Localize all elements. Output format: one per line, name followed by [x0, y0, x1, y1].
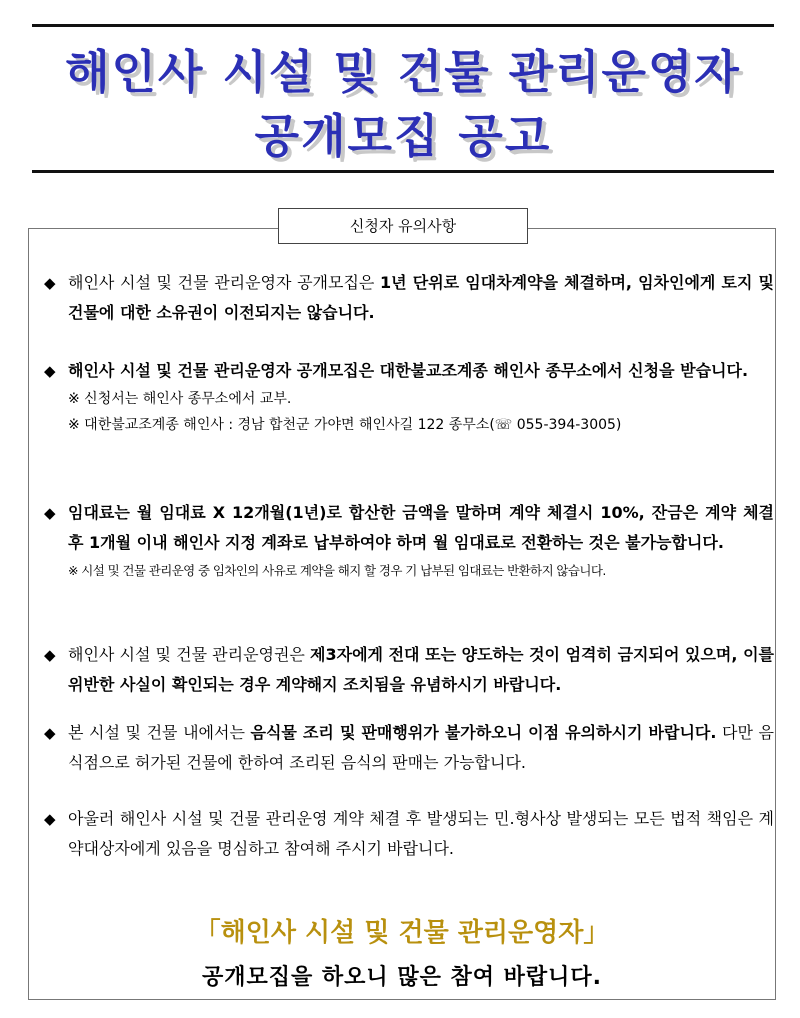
bold-text: 음식물 조리 및 판매행위가 불가하오니 이점 유의하시기 바랍니다. [250, 723, 717, 742]
notice-item-sublease [44, 640, 774, 700]
notice-item-text: 임대료는 월 임대료 X 12개월(1년)로 합산한 금액을 말하며 계약 체결시 10%, 잔금은 계약 체결 후 1개월 이내 해인사 지정 계좌로 납부하여야 하며 월 임대료로 전환하는 것은 불가능합니다. [68, 503, 774, 552]
notice-item-text [68, 268, 774, 328]
diamond-bullet-icon: ◆ [44, 274, 56, 292]
notice-item-application [44, 356, 774, 438]
bold-text: 1년 단위로 임대차계약을 체결하며, 임차인에게 토지 및 건물에 대한 소유권이 이전되지는 않습니다. [68, 273, 774, 322]
notice-item-text [68, 718, 774, 778]
diamond-bullet-icon: ◆ [44, 362, 56, 380]
notice-item-text: 해인사 시설 및 건물 관리운영자 공개모집은 대한불교조계종 해인사 종무소에서 신청을 받습니다. [68, 361, 749, 380]
closing-title: 「해인사 시설 및 건물 관리운영자」 [194, 918, 610, 948]
closing-message: 공개모집을 하오니 많은 참여 바랍니다. [201, 965, 603, 990]
diamond-bullet-icon: ◆ [44, 810, 56, 828]
notice-item-text [68, 640, 774, 700]
note-no-refund: ※ 시설 및 건물 관리운영 중 임차인의 사유로 계약을 해지 할 경우 기 납부된 임대료는 반환하지 않습니다. [68, 563, 606, 578]
bottom-rule [32, 170, 774, 173]
notice-item-lease-term [44, 268, 774, 328]
top-rule [32, 24, 774, 27]
normal-text: 해인사 시설 및 건물 관리운영권은 [68, 645, 311, 664]
page-title-line-1: 해인사 시설 및 건물 관리운영자 [65, 45, 741, 99]
diamond-bullet-icon: ◆ [44, 504, 56, 522]
note-office-address: ※ 대한불교조계종 해인사 : 경남 합천군 가야면 해인사길 122 종무소(☏ 055-394-3005) [68, 417, 622, 433]
notice-label: 신청자 유의사항 [278, 208, 528, 244]
notice-item-cooking [44, 718, 774, 778]
notice-item-rent-payment [44, 498, 774, 584]
normal-text: 해인사 시설 및 건물 관리운영자 공개모집은 [68, 273, 381, 292]
bold-text: 제3자에게 전대 또는 양도하는 것이 엄격히 금지되어 있으며, 이를 위반한 사실이 확인되는 경우 계약해지 조치됨을 유념하시기 바랍니다. [68, 645, 774, 694]
notice-item-liability [44, 804, 774, 864]
normal-text: 본 시설 및 건물 내에서는 [68, 723, 251, 742]
notice-box [28, 228, 776, 1000]
normal-text: 다만 음식점으로 허가된 건물에 한하여 조리된 음식의 판매는 가능합니다. [68, 723, 774, 772]
note-application-form: ※ 신청서는 해인사 종무소에서 교부. [68, 391, 292, 407]
notice-item-text: 아울러 해인사 시설 및 건물 관리운영 계약 체결 후 발생되는 민.형사상 발생되는 모든 법적 책임은 계약대상자에게 있음을 명심하고 참여해 주시기 바랍니다. [68, 809, 774, 858]
page-title-line-2: 공개모집 공고 [254, 109, 552, 163]
diamond-bullet-icon: ◆ [44, 724, 56, 742]
diamond-bullet-icon: ◆ [44, 646, 56, 664]
